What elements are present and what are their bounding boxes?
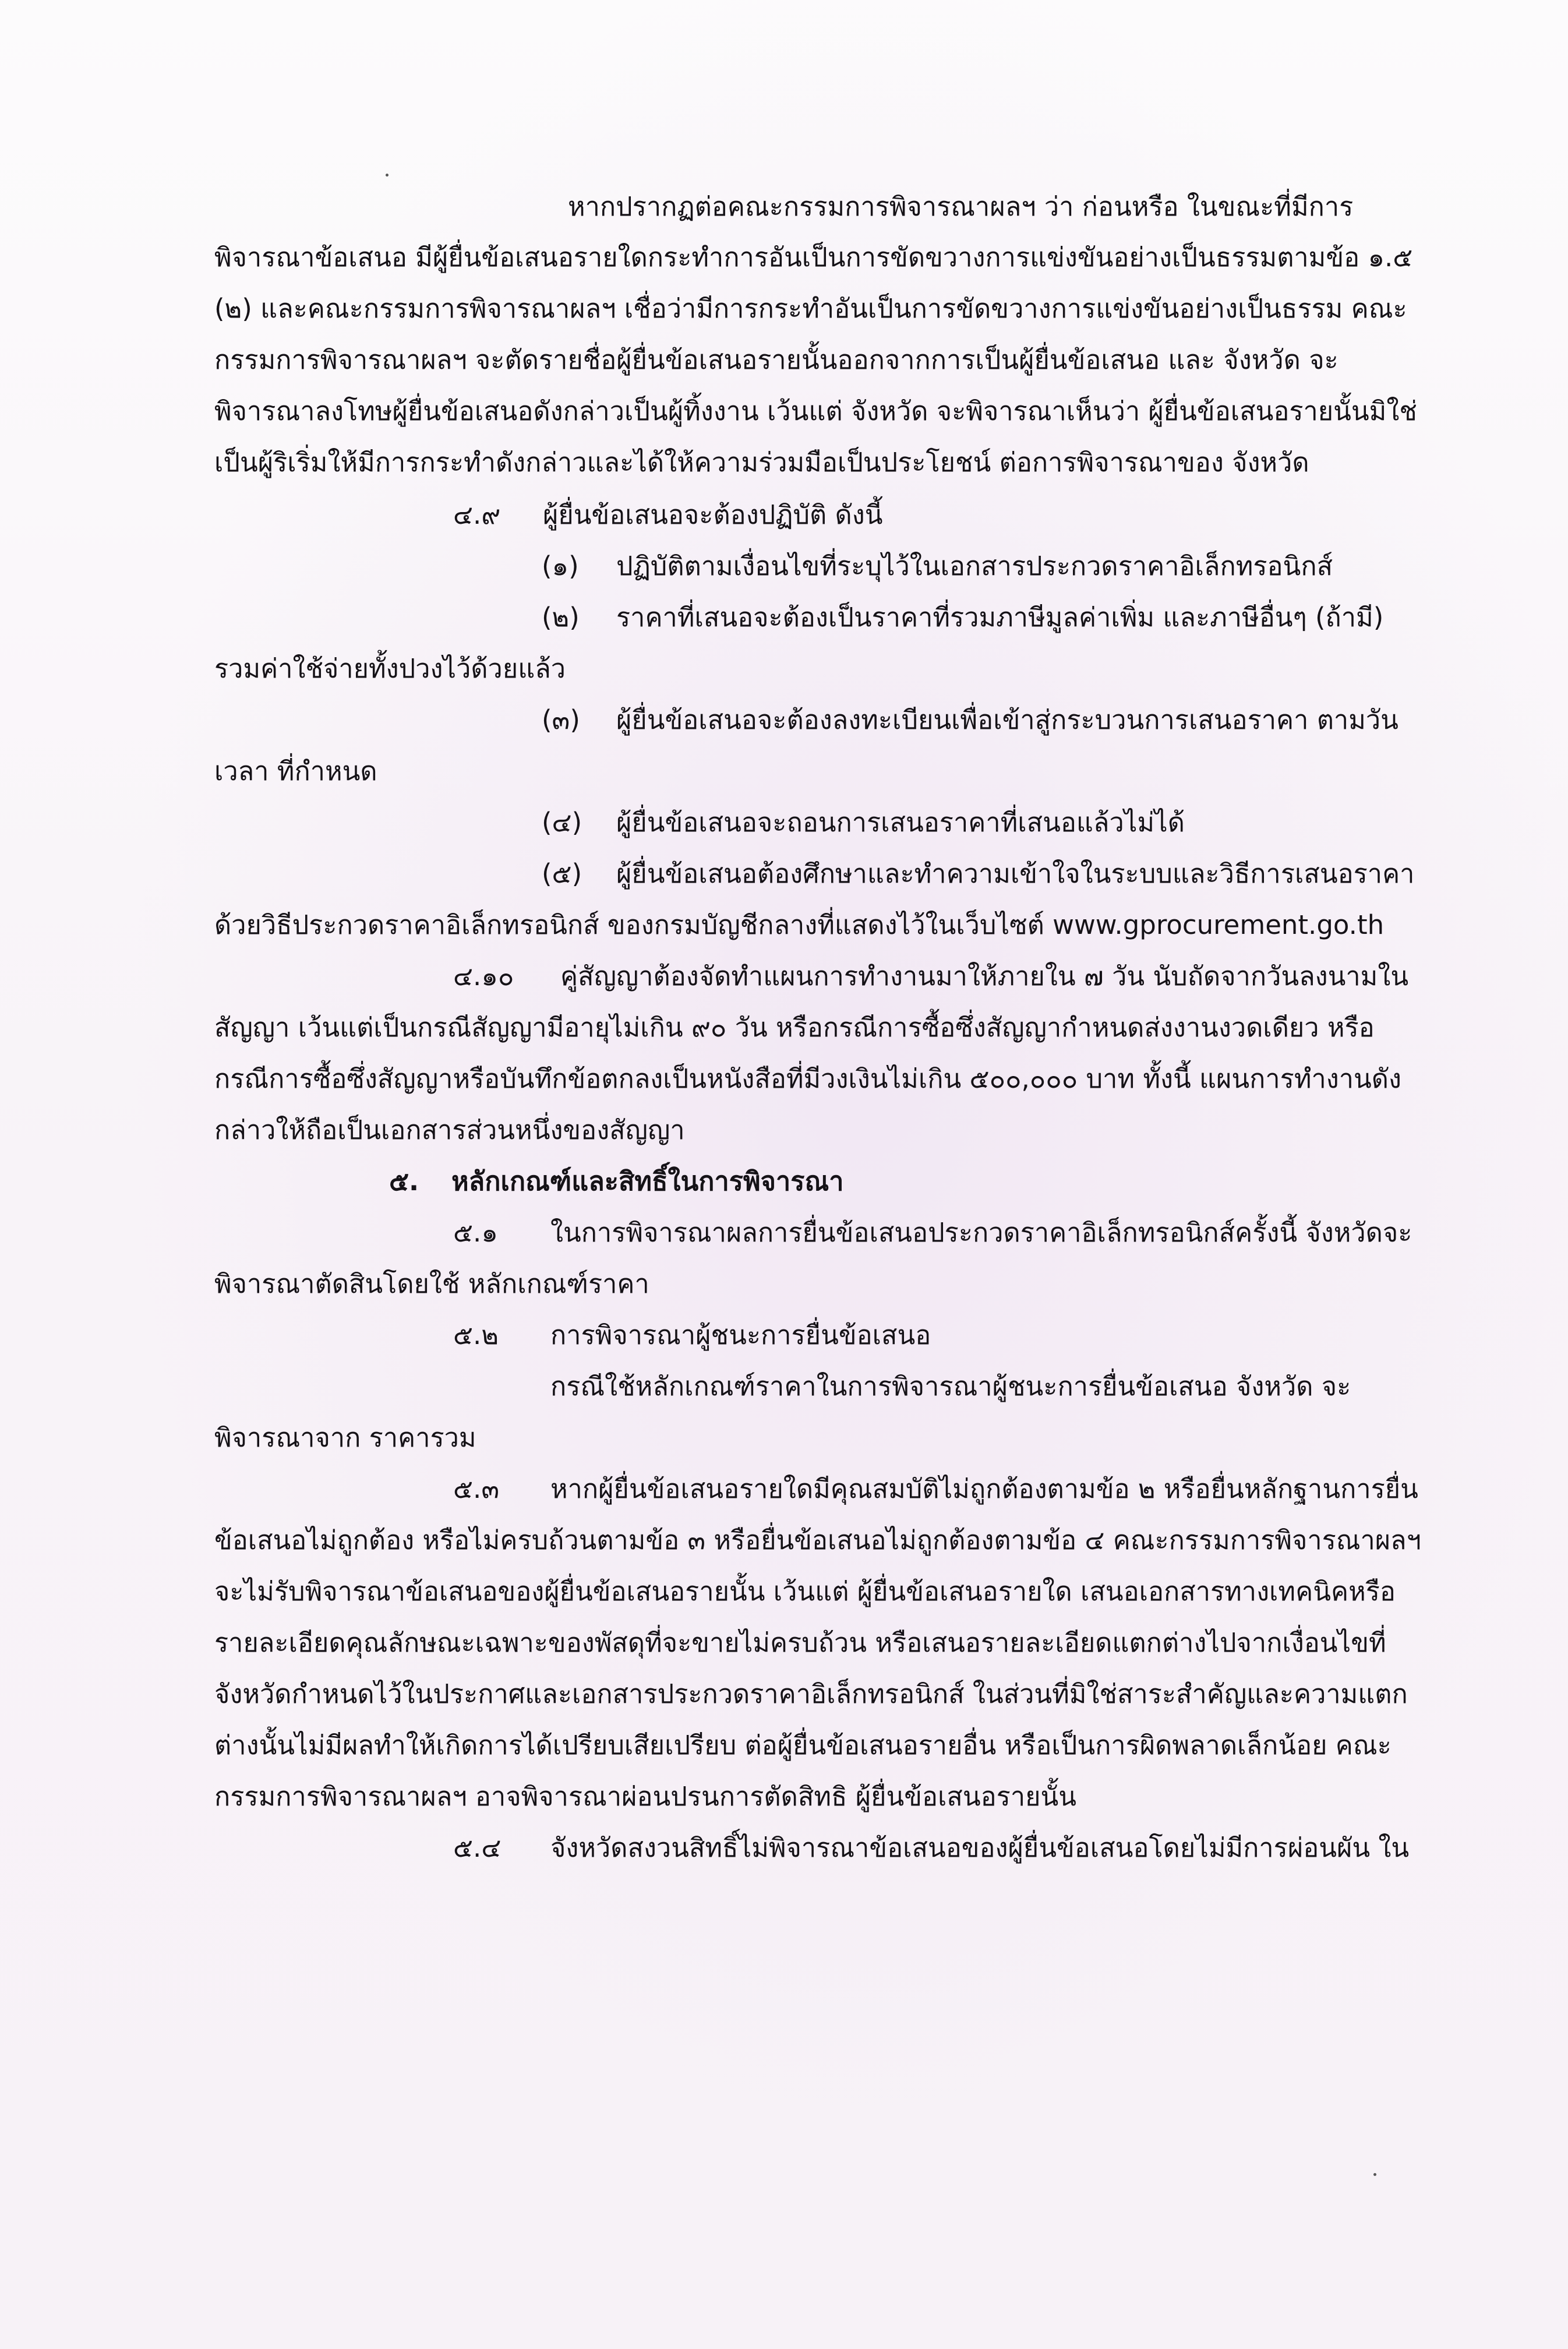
text-line: กรรมการพิจารณาผลฯ อาจพิจารณาผ่อนปรนการตัดสิทธิ ผู้ยื่นข้อเสนอรายนั้น bbox=[214, 1781, 1077, 1812]
section-heading: หลักเกณฑ์และสิทธิ์ในการพิจารณา bbox=[451, 1166, 844, 1197]
text-line: เป็นผู้ริเริ่มให้มีการกระทำดังกล่าวและได้ให้ความร่วมมือเป็นประโยชน์ ต่อการพิจารณาของ จังหวัด bbox=[214, 447, 1309, 478]
text-line: สัญญา เว้นแต่เป็นกรณีสัญญามีอายุไม่เกิน ๙๐ วัน หรือกรณีการซื้อซึ่งสัญญากำหนดส่งงานงวดเดียว หรือ bbox=[214, 1012, 1375, 1043]
text-line: พิจารณาข้อเสนอ มีผู้ยื่นข้อเสนอรายใดกระทำการอันเป็นการขัดขวางการแข่งขันอย่างเป็นธรรมตามข้อ ๑.๕ bbox=[214, 242, 1413, 273]
text-line: ในการพิจารณาผลการยื่นข้อเสนอประกวดราคาอิเล็กทรอนิกส์ครั้งนี้ จังหวัดจะ bbox=[550, 1217, 1412, 1248]
section-number: ๕.๓ bbox=[453, 1473, 500, 1504]
text-line: หากปรากฏต่อคณะกรรมการพิจารณาผลฯ ว่า ก่อนหรือ ในขณะที่มีการ bbox=[568, 191, 1354, 222]
text-line: เวลา ที่กำหนด bbox=[214, 756, 377, 786]
text-line: ด้วยวิธีประกวดราคาอิเล็กทรอนิกส์ ของกรมบัญชีกลางที่แสดงไว้ในเว็บไซต์ www.gprocurement.go.th bbox=[214, 909, 1385, 940]
text-line: กรรมการพิจารณาผลฯ จะตัดรายชื่อผู้ยื่นข้อเสนอรายนั้นออกจากการเป็นผู้ยื่นข้อเสนอ และ จังหวัด จะ bbox=[214, 344, 1339, 375]
text-line: กรณีใช้หลักเกณฑ์ราคาในการพิจารณาผู้ชนะการยื่นข้อเสนอ จังหวัด จะ bbox=[550, 1371, 1351, 1402]
text-line: กล่าวให้ถือเป็นเอกสารส่วนหนึ่งของสัญญา bbox=[214, 1114, 685, 1145]
scan-speck bbox=[386, 174, 389, 177]
sub-item-number: (๔) bbox=[542, 807, 582, 838]
text-line: จังหวัดกำหนดไว้ในประกาศและเอกสารประกวดราคาอิเล็กทรอนิกส์ ในส่วนที่มิใช่สาระสำคัญและความแตก bbox=[214, 1678, 1408, 1709]
text-line: กรณีการซื้อซึ่งสัญญาหรือบันทึกข้อตกลงเป็นหนังสือที่มีวงเงินไม่เกิน ๕๐๐,๐๐๐ บาท ทั้งนี้ แผนการทำงานดัง bbox=[214, 1063, 1401, 1094]
text-line: ต่างนั้นไม่มีผลทำให้เกิดการได้เปรียบเสียเปรียบ ต่อผู้ยื่นข้อเสนอรายอื่น หรือเป็นการผิดพลาดเล็กน้อย คณะ bbox=[214, 1730, 1392, 1761]
text-line: ราคาที่เสนอจะต้องเป็นราคาที่รวมภาษีมูลค่าเพิ่ม และภาษีอื่นๆ (ถ้ามี) bbox=[616, 602, 1384, 633]
text-line: จังหวัดสงวนสิทธิ์ไม่พิจารณาข้อเสนอของผู้ยื่นข้อเสนอโดยไม่มีการผ่อนผัน ใน bbox=[550, 1832, 1410, 1863]
sub-item-number: (๒) bbox=[542, 602, 580, 633]
text-line: หากผู้ยื่นข้อเสนอรายใดมีคุณสมบัติไม่ถูกต้องตามข้อ ๒ หรือยื่นหลักฐานการยื่น bbox=[550, 1473, 1418, 1504]
sub-item-number: (๕) bbox=[542, 858, 582, 889]
section-number: ๕.๑ bbox=[453, 1217, 498, 1248]
text-line: รวมค่าใช้จ่ายทั้งปวงไว้ด้วยแล้ว bbox=[214, 653, 566, 684]
section-number: ๔.๙ bbox=[453, 499, 501, 530]
text-line: ผู้ยื่นข้อเสนอต้องศึกษาและทำความเข้าใจในระบบและวิธีการเสนอราคา bbox=[616, 858, 1415, 889]
section-number: ๕.๔ bbox=[453, 1832, 502, 1863]
sub-item-number: (๑) bbox=[542, 551, 579, 581]
text-line: ปฏิบัติตามเงื่อนไขที่ระบุไว้ในเอกสารประกวดราคาอิเล็กทรอนิกส์ bbox=[616, 551, 1333, 581]
text-line: พิจารณาลงโทษผู้ยื่นข้อเสนอดังกล่าวเป็นผู้ทิ้งงาน เว้นแต่ จังหวัด จะพิจารณาเห็นว่า ผู้ยื่นข้อเสนอรายนั้นมิใช่ bbox=[214, 396, 1417, 426]
section-number: ๕. bbox=[389, 1166, 419, 1197]
text-line: จะไม่รับพิจารณาข้อเสนอของผู้ยื่นข้อเสนอรายนั้น เว้นแต่ ผู้ยื่นข้อเสนอรายใด เสนอเอกสารทางเทคนิคหรือ bbox=[214, 1576, 1396, 1607]
text-line: พิจารณาจาก ราคารวม bbox=[214, 1422, 476, 1453]
text-line: พิจารณาตัดสินโดยใช้ หลักเกณฑ์ราคา bbox=[214, 1268, 649, 1299]
section-number: ๔.๑๐ bbox=[453, 961, 514, 992]
text-line: ผู้ยื่นข้อเสนอจะถอนการเสนอราคาที่เสนอแล้วไม่ได้ bbox=[616, 807, 1185, 838]
scan-speck bbox=[1373, 2173, 1376, 2176]
sub-item-number: (๓) bbox=[542, 704, 580, 735]
text-line: ผู้ยื่นข้อเสนอจะต้องลงทะเบียนเพื่อเข้าสู่กระบวนการเสนอราคา ตามวัน bbox=[616, 704, 1399, 735]
text-line: การพิจารณาผู้ชนะการยื่นข้อเสนอ bbox=[550, 1320, 931, 1350]
text-line: ข้อเสนอไม่ถูกต้อง หรือไม่ครบถ้วนตามข้อ ๓ หรือยื่นข้อเสนอไม่ถูกต้องตามข้อ ๔ คณะกรรมการพิจารณาผลฯ bbox=[214, 1525, 1421, 1556]
section-number: ๕.๒ bbox=[453, 1320, 499, 1350]
text-line: (๒) และคณะกรรมการพิจารณาผลฯ เชื่อว่ามีการกระทำอันเป็นการขัดขวางการแข่งขันอย่างเป็นธรรม คณะ bbox=[214, 293, 1407, 324]
text-line: ผู้ยื่นข้อเสนอจะต้องปฏิบัติ ดังนี้ bbox=[543, 499, 883, 530]
text-line: รายละเอียดคุณลักษณะเฉพาะของพัสดุที่จะขายไม่ครบถ้วน หรือเสนอรายละเอียดแตกต่างไปจากเงื่อนไขที่ bbox=[214, 1627, 1386, 1658]
text-line: คู่สัญญาต้องจัดทำแผนการทำงานมาให้ภายใน ๗ วัน นับถัดจากวันลงนามใน bbox=[560, 961, 1409, 992]
